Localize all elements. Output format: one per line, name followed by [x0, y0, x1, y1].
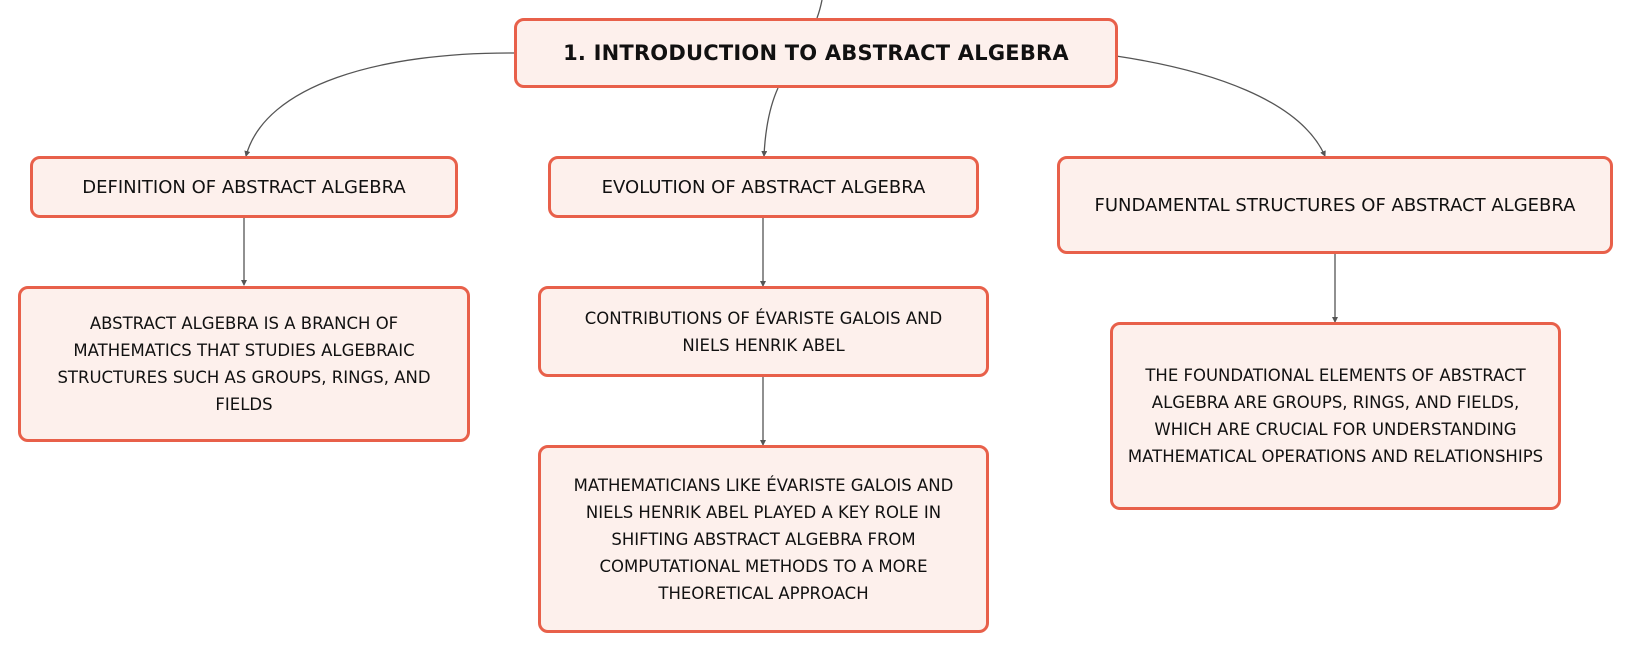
connector-root-to-fundamental: [1116, 56, 1325, 156]
detail-node-definition[interactable]: [18, 286, 470, 442]
topic-label-evolution: EVOLUTION OF ABSTRACT ALGEBRA: [601, 176, 926, 198]
topic-node-fundamental[interactable]: [1057, 156, 1613, 254]
detail-node-contributions[interactable]: [538, 286, 989, 377]
topic-label-fundamental: FUNDAMENTAL STRUCTURES OF ABSTRACT ALGEBRA: [1094, 194, 1576, 216]
detail-text-fundamental: THE FOUNDATIONAL ELEMENTS OF ABSTRACT ALGEBRA ARE GROUPS, RINGS, AND FIELDS, WHICH ARE CRUCIAL FOR UNDERSTANDING MATHEMATICAL OPERATIONS AND RELATIONSHIPS: [1127, 366, 1544, 466]
topic-node-evolution[interactable]: [548, 156, 979, 218]
detail-text-contributions: CONTRIBUTIONS OF ÉVARISTE GALOIS AND NIELS HENRIK ABEL: [584, 308, 943, 355]
detail-node-fundamental[interactable]: [1110, 322, 1561, 510]
topic-label-definition: DEFINITION OF ABSTRACT ALGEBRA: [82, 176, 406, 198]
root-node[interactable]: [514, 18, 1118, 88]
detail-text-mathematicians: MATHEMATICIANS LIKE ÉVARISTE GALOIS AND NIELS HENRIK ABEL PLAYED A KEY ROLE IN SHIFTING ABSTRACT ALGEBRA FROM COMPUTATIONAL METHODS TO A MORE THEORETICAL APPROACH: [573, 475, 954, 603]
connector-parent-to-root: [817, 0, 822, 18]
root-title: 1. INTRODUCTION TO ABSTRACT ALGEBRA: [563, 41, 1069, 65]
connector-root-to-definition: [246, 53, 515, 156]
detail-node-mathematicians[interactable]: [538, 445, 989, 633]
detail-text-definition: ABSTRACT ALGEBRA IS A BRANCH OF MATHEMATICS THAT STUDIES ALGEBRAIC STRUCTURES SUCH AS GROUPS, RINGS, AND FIELDS: [57, 314, 431, 414]
topic-node-definition[interactable]: [30, 156, 458, 218]
connector-root-to-evolution: [764, 88, 778, 156]
